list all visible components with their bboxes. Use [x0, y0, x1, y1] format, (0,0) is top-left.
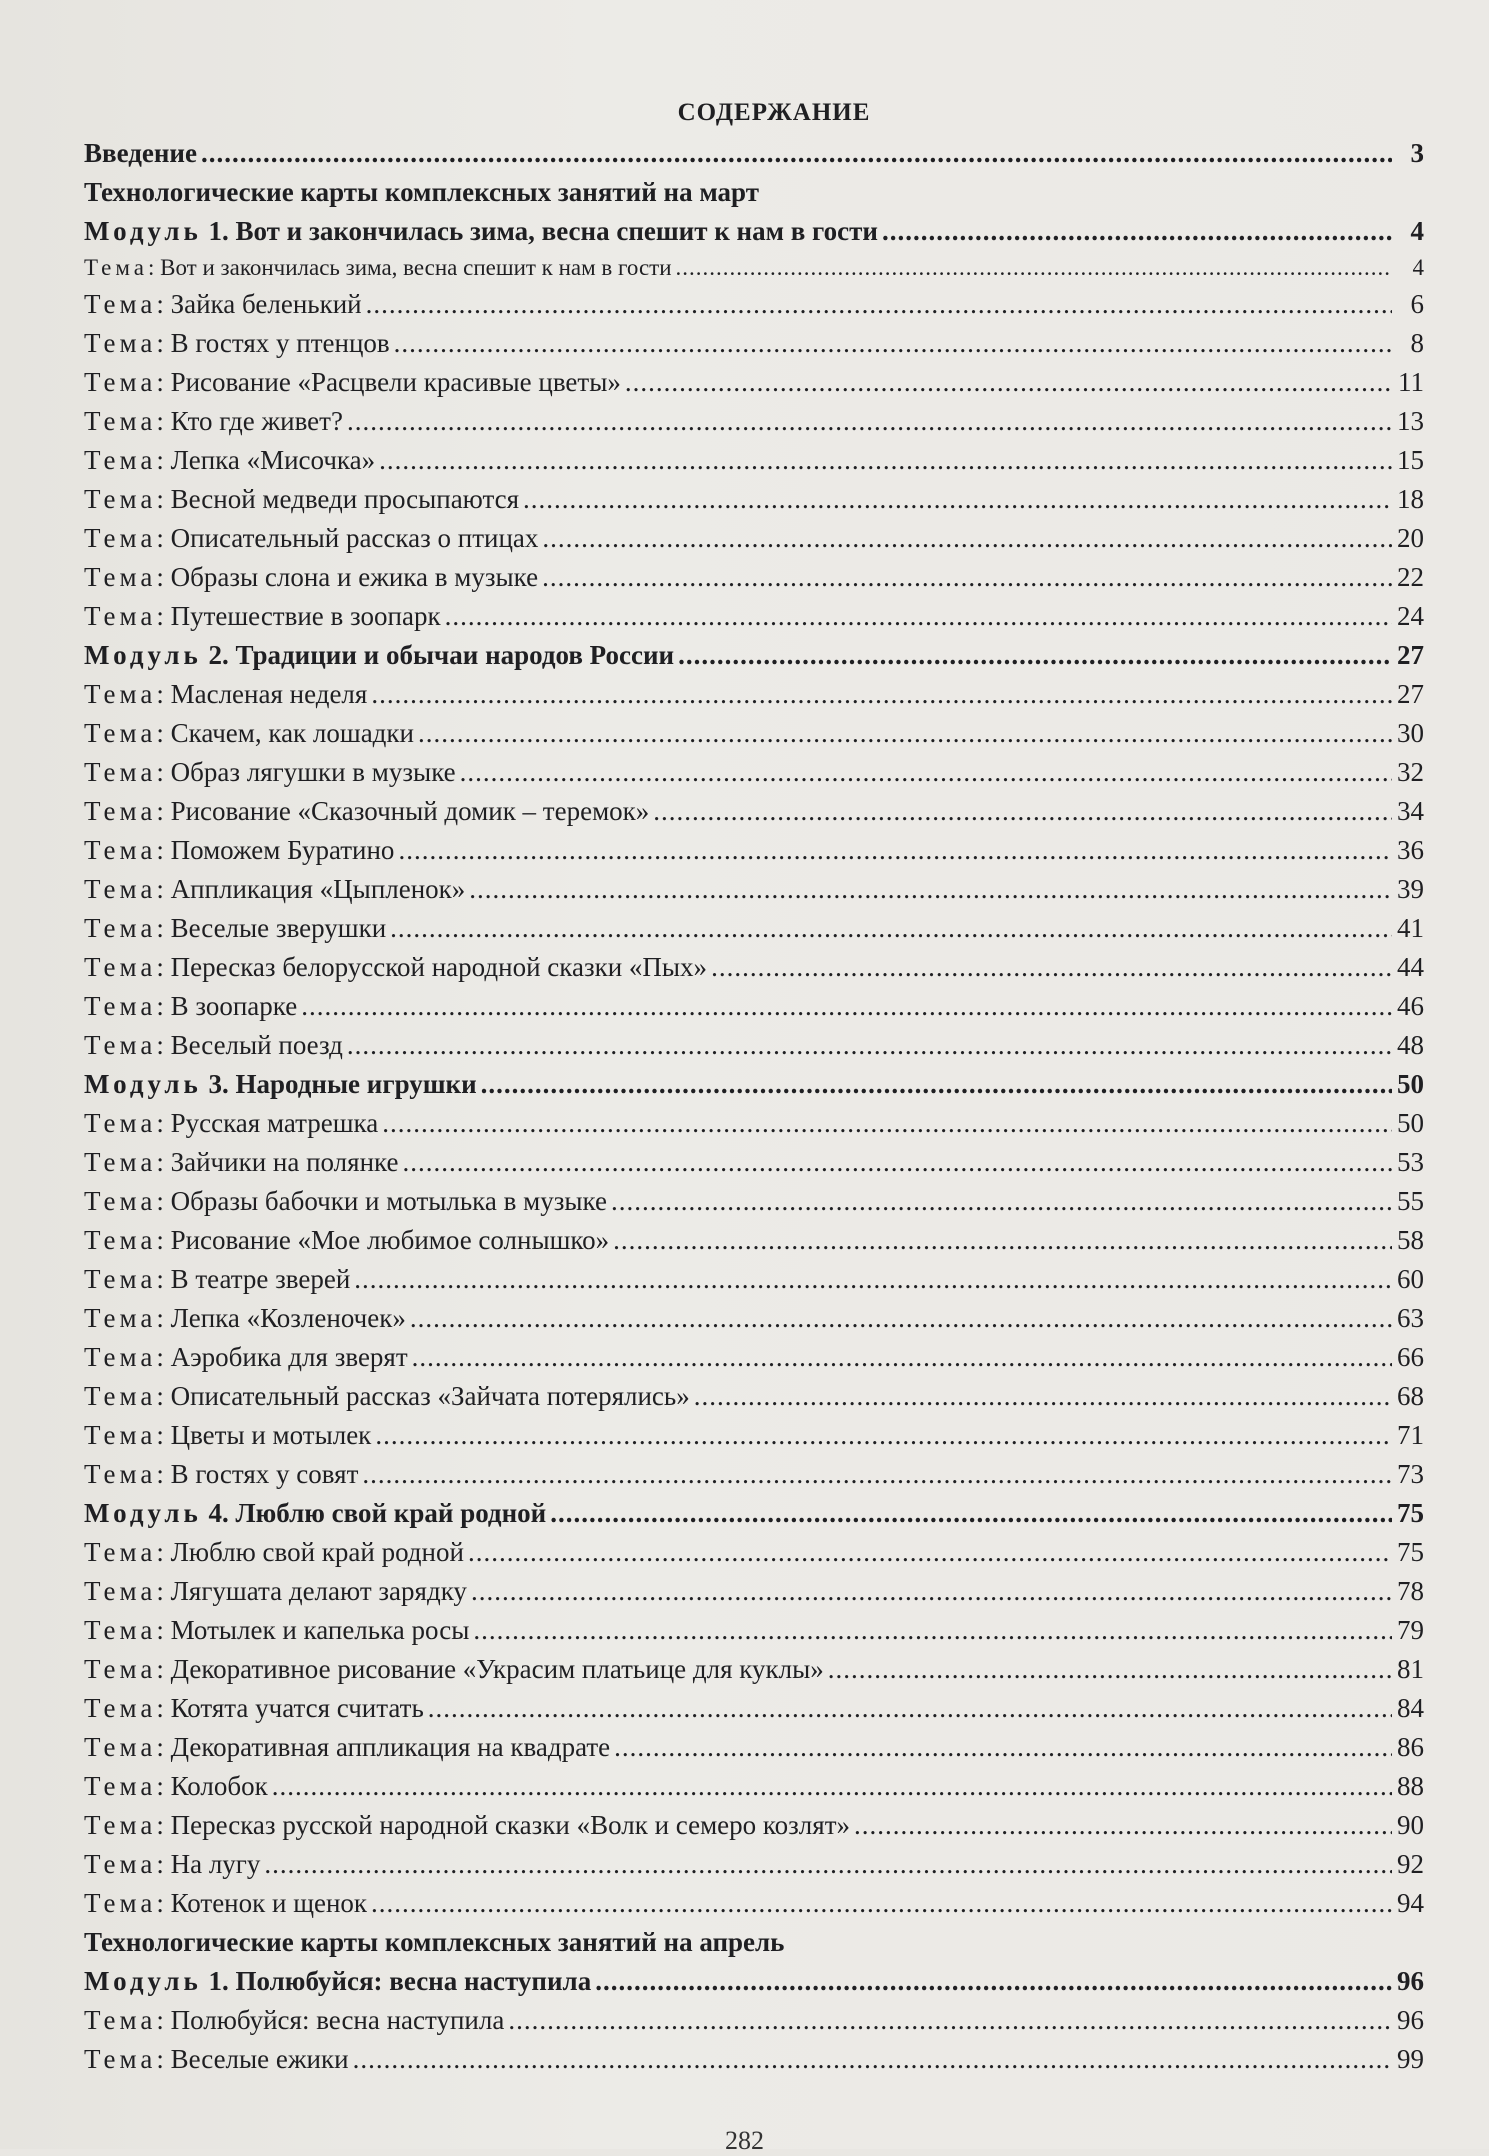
toc-entry-text: : Скачем, как лошадки [156, 718, 414, 748]
toc-page-number: 58 [1397, 1225, 1424, 1255]
toc-entry-prefix: Тема [84, 1576, 157, 1606]
toc-entry-title [84, 1845, 260, 1884]
toc-page-number: 88 [1397, 1771, 1424, 1801]
dot-leader [379, 441, 1392, 480]
toc-entry-title [84, 134, 197, 173]
toc-entry-title [84, 792, 649, 831]
toc-entry-prefix: Модуль [84, 1966, 202, 1996]
toc-entry-prefix: Тема [84, 1264, 157, 1294]
toc-entry-prefix: Тема [84, 1537, 157, 1567]
toc-entry-title [84, 212, 878, 251]
toc-entry-text: : Образы слона и ежика в музыке [156, 562, 539, 592]
toc-entry-prefix: Тема [84, 1810, 157, 1840]
toc-entry[interactable] [84, 1104, 1424, 1143]
toc-page-number: 18 [1397, 484, 1424, 514]
toc-entry-text: : Лепка «Козленочек» [156, 1303, 406, 1333]
toc-entry-title [84, 597, 441, 636]
toc-entry-text: : Лепка «Мисочка» [156, 445, 376, 475]
toc-entry-text: : На лугу [156, 1849, 261, 1879]
toc-entry-title [84, 1026, 343, 1065]
section-heading: Технологические карты комплексных занятий на апрель [84, 1927, 785, 1957]
toc-entry-title [84, 1143, 398, 1182]
toc-page-number: 6 [1410, 289, 1424, 319]
toc-page-number: 66 [1397, 1342, 1424, 1372]
toc-entry-text: : Поможем Буратино [156, 835, 395, 865]
toc-entry-title [84, 870, 465, 909]
toc-entry-prefix: Тема [84, 679, 157, 709]
dot-leader [882, 212, 1392, 251]
dot-leader [353, 2040, 1392, 2079]
dot-leader [362, 1455, 1392, 1494]
toc-entry-text: : В гостях у совят [156, 1459, 359, 1489]
toc-entry-title [84, 675, 367, 714]
dot-leader [550, 1494, 1392, 1533]
toc-entry-text: : Путешествие в зоопарк [156, 601, 441, 631]
toc-page-number: 96 [1397, 2005, 1424, 2035]
dot-leader [595, 1962, 1392, 2001]
toc-entry-title [84, 1416, 371, 1455]
toc-entry[interactable] [84, 2040, 1424, 2079]
toc-module-entry[interactable] [84, 1494, 1424, 1533]
toc-entry-prefix: Модуль [84, 1069, 202, 1099]
dot-leader [412, 1338, 1392, 1377]
toc-entry-prefix: Тема [84, 2044, 157, 2074]
dot-leader [354, 1260, 1392, 1299]
toc-page-number: 50 [1397, 1108, 1424, 1138]
toc-entry-title [84, 363, 621, 402]
toc-entry[interactable] [84, 1338, 1424, 1377]
toc-entry-title [84, 1182, 607, 1221]
toc-entry-prefix: Тема [84, 1732, 157, 1762]
toc-entry-prefix: Тема [84, 718, 157, 748]
dot-leader [418, 714, 1392, 753]
toc-entry-title [84, 948, 707, 987]
dot-leader [469, 870, 1392, 909]
dot-leader [854, 1806, 1392, 1845]
toc-page-number: 75 [1397, 1498, 1424, 1528]
toc-entry-title [84, 324, 390, 363]
toc-entry-prefix: Тема [84, 1771, 157, 1801]
toc-page-number: 36 [1397, 835, 1424, 865]
toc-page-number: 75 [1397, 1537, 1424, 1567]
toc-entry-text: : Декоративная аппликация на квадрате [156, 1732, 611, 1762]
toc-entry[interactable] [84, 1884, 1424, 1923]
toc-entry[interactable] [84, 324, 1424, 363]
toc-entry-title [84, 1884, 367, 1923]
toc-entry[interactable] [84, 870, 1424, 909]
toc-entry-prefix: Модуль [84, 1498, 202, 1528]
toc-entry-text: : Русская матрешка [156, 1108, 379, 1138]
toc-entry-text: : Описательный рассказ о птицах [156, 523, 539, 553]
toc-entry[interactable] [84, 1299, 1424, 1338]
toc-entry-prefix: Модуль [84, 640, 202, 670]
toc-page-number: 32 [1397, 757, 1424, 787]
toc-entry-title [84, 1494, 546, 1533]
toc-entry-title [84, 753, 456, 792]
toc-entry[interactable] [84, 1845, 1424, 1884]
toc-entry[interactable] [84, 1182, 1424, 1221]
toc-page-number: 30 [1397, 718, 1424, 748]
dot-leader [614, 1728, 1392, 1767]
dot-leader [402, 1143, 1392, 1182]
toc-page-number: 96 [1397, 1966, 1424, 1996]
dot-leader [390, 909, 1392, 948]
dot-leader [264, 1845, 1392, 1884]
dot-leader [366, 285, 1392, 324]
toc-entry[interactable] [84, 1221, 1424, 1260]
toc-entry-title [84, 1455, 358, 1494]
toc-entry[interactable] [84, 1416, 1424, 1455]
dot-leader [301, 987, 1392, 1026]
toc-page-number: 46 [1397, 991, 1424, 1021]
toc-entry-prefix: Тема [84, 484, 157, 514]
toc-page-number: 41 [1397, 913, 1424, 943]
toc-module-entry[interactable] [84, 134, 1424, 173]
page-title: СОДЕРЖАНИЕ [677, 99, 871, 126]
toc-entry-title [84, 1260, 350, 1299]
toc-entry-title [84, 1689, 424, 1728]
toc-entry-text: : Люблю свой край родной [156, 1537, 464, 1567]
toc-entry-text: : Описательный рассказ «Зайчата потерялись» [156, 1381, 690, 1411]
toc-entry-prefix: Тема [84, 601, 157, 631]
toc-entry-title [84, 402, 343, 441]
toc-entry-prefix: Тема [84, 874, 157, 904]
toc-entry-text: : Цветы и мотылек [156, 1420, 372, 1450]
toc-entry-text: : Котята учатся считать [156, 1693, 424, 1723]
toc-entry-prefix: Тема [84, 2005, 157, 2035]
toc-page-number: 8 [1410, 328, 1424, 358]
toc-entry-text: Введение [84, 138, 197, 168]
toc-entry-prefix: Тема [84, 289, 157, 319]
toc-entry[interactable] [84, 519, 1424, 558]
toc-entry-text: 4. Люблю свой край родной [201, 1498, 547, 1528]
toc-page-number: 39 [1397, 874, 1424, 904]
toc-entry-text: : Зайчики на полянке [156, 1147, 399, 1177]
toc-entry-prefix: Тема [84, 562, 157, 592]
toc-page-number: 68 [1397, 1381, 1424, 1411]
toc-page-number: 53 [1397, 1147, 1424, 1177]
toc-entry-text: 2. Традиции и обычаи народов России [201, 640, 675, 670]
toc-entry-text: : Полюбуйся: весна наступила [156, 2005, 505, 2035]
toc-page-number: 81 [1397, 1654, 1424, 1684]
toc-module-entry[interactable] [84, 636, 1424, 675]
dot-leader [611, 1182, 1392, 1221]
dot-leader [523, 480, 1392, 519]
toc-entry-title [84, 2040, 349, 2079]
toc-entry-prefix: Тема [84, 1030, 157, 1060]
toc-entry[interactable] [84, 831, 1424, 870]
toc-entry[interactable] [84, 1143, 1424, 1182]
toc-entry-title [84, 2001, 504, 2040]
toc-entry-text: : В театре зверей [156, 1264, 351, 1294]
toc-module-entry[interactable] [84, 1962, 1424, 2001]
toc-entry-prefix: Тема [84, 913, 157, 943]
toc-entry-prefix: Тема [84, 1381, 157, 1411]
toc-entry[interactable] [84, 1767, 1424, 1806]
toc-page-number: 20 [1397, 523, 1424, 553]
toc-entry[interactable] [84, 402, 1424, 441]
toc-entry[interactable] [84, 597, 1424, 636]
toc-entry-text: : Пересказ белорусской народной сказки «Пых» [156, 952, 708, 982]
toc-entry-title [84, 1572, 467, 1611]
toc-entry-title [84, 831, 394, 870]
table-of-contents [84, 92, 1424, 2079]
toc-entry-prefix: Тема [84, 1615, 157, 1645]
toc-entry-prefix: Тема [84, 445, 157, 475]
toc-page-number: 79 [1397, 1615, 1424, 1645]
toc-entry-prefix: Тема [84, 1849, 157, 1879]
toc-entry-prefix: Тема [84, 796, 157, 826]
toc-entry-title [84, 1104, 378, 1143]
page-number: 282 [725, 2126, 764, 2155]
toc-entry-prefix: Тема [84, 1147, 157, 1177]
toc-entry-text: : Колобок [156, 1771, 268, 1801]
toc-entry[interactable] [84, 675, 1424, 714]
toc-entry-prefix: Тема [84, 1654, 157, 1684]
dot-leader [428, 1689, 1392, 1728]
toc-entry-text: : Веселые зверушки [156, 913, 387, 943]
dot-leader [410, 1299, 1392, 1338]
toc-entry-title [84, 1377, 690, 1416]
toc-entry-prefix: Тема [84, 991, 157, 1021]
toc-entry[interactable] [84, 1260, 1424, 1299]
toc-entry-text: : Лягушата делают зарядку [156, 1576, 467, 1606]
toc-entry-prefix: Тема [84, 1186, 157, 1216]
dot-leader [542, 558, 1392, 597]
toc-entry[interactable] [84, 480, 1424, 519]
toc-entry-title [84, 558, 538, 597]
dot-leader [508, 2001, 1392, 2040]
toc-entry-text: : Кто где живет? [156, 406, 343, 436]
dot-leader [371, 675, 1392, 714]
toc-page-number: 63 [1397, 1303, 1424, 1333]
toc-page-number: 13 [1397, 406, 1424, 436]
dot-leader [613, 1221, 1392, 1260]
toc-entry-text: : Декоративное рисование «Украсим платьице для куклы» [156, 1654, 824, 1684]
toc-entry[interactable] [84, 1728, 1424, 1767]
toc-entry-prefix: Тема [84, 1459, 157, 1489]
toc-entry[interactable] [84, 948, 1424, 987]
toc-entry[interactable] [84, 714, 1424, 753]
dot-leader [471, 1572, 1392, 1611]
dot-leader [678, 636, 1392, 675]
dot-leader [460, 753, 1392, 792]
toc-entry-title [84, 1611, 469, 1650]
dot-leader [201, 134, 1392, 173]
dot-leader [445, 597, 1392, 636]
dot-leader [676, 251, 1392, 285]
toc-page-number: 4 [1412, 255, 1424, 280]
toc-entry-prefix: Тема [84, 1342, 157, 1372]
dot-leader [398, 831, 1392, 870]
toc-module-entry[interactable] [84, 1065, 1424, 1104]
toc-entry[interactable] [84, 1806, 1424, 1845]
dot-leader [272, 1767, 1392, 1806]
toc-entry-title [84, 987, 297, 1026]
toc-entry-title [84, 1962, 591, 2001]
toc-entry[interactable] [84, 1689, 1424, 1728]
toc-entry-prefix: Тема [84, 523, 157, 553]
toc-entry[interactable] [84, 792, 1424, 831]
toc-entry[interactable] [84, 1026, 1424, 1065]
toc-entry-title [84, 1338, 408, 1377]
dot-leader [394, 324, 1392, 363]
toc-entry[interactable] [84, 909, 1424, 948]
toc-entry-text: : Весной медведи просыпаются [156, 484, 520, 514]
toc-entry-text: : Аппликация «Цыпленок» [156, 874, 466, 904]
toc-page-number: 34 [1397, 796, 1424, 826]
toc-entry-title [84, 251, 672, 285]
toc-entry[interactable] [84, 753, 1424, 792]
toc-page-number: 55 [1397, 1186, 1424, 1216]
toc-entry-text: 3. Народные игрушки [201, 1069, 477, 1099]
toc-entry[interactable] [84, 363, 1424, 402]
toc-entry[interactable] [84, 1533, 1424, 1572]
toc-page-number: 4 [1410, 216, 1424, 246]
toc-entry[interactable] [84, 441, 1424, 480]
toc-entry-title [84, 441, 375, 480]
toc-entry-text: : Зайка беленький [156, 289, 362, 319]
toc-entry[interactable] [84, 1455, 1424, 1494]
toc-entry-text: 1. Полюбуйся: весна наступила [201, 1966, 592, 1996]
toc-page-number: 27 [1397, 640, 1424, 670]
toc-entry[interactable] [84, 558, 1424, 597]
section-heading: Технологические карты комплексных занятий на март [84, 177, 759, 207]
toc-page-number: 71 [1397, 1420, 1424, 1450]
toc-entry-title [84, 1767, 268, 1806]
toc-entry-prefix: Тема [84, 1888, 157, 1918]
toc-entry-prefix: Тема [84, 328, 157, 358]
toc-entry-text: : Масленая неделя [156, 679, 368, 709]
toc-entry-text: : Образ лягушки в музыке [156, 757, 456, 787]
toc-entry-prefix: Тема [84, 1225, 157, 1255]
dot-leader [828, 1650, 1392, 1689]
toc-entry[interactable] [84, 987, 1424, 1026]
toc-entry-prefix: Тема [84, 757, 157, 787]
toc-entry-title [84, 480, 519, 519]
toc-page-number: 22 [1397, 562, 1424, 592]
dot-leader [653, 792, 1392, 831]
toc-entry-text: : Аэробика для зверят [156, 1342, 408, 1372]
dot-leader [375, 1416, 1392, 1455]
toc-entry-prefix: Тема [84, 1108, 157, 1138]
toc-page-number: 11 [1398, 367, 1424, 397]
toc-entry-title [84, 1806, 850, 1845]
toc-page-number: 84 [1397, 1693, 1424, 1723]
toc-entry-text: : В зоопарке [156, 991, 298, 1021]
toc-entry-title [84, 1065, 477, 1104]
dot-leader [468, 1533, 1392, 1572]
dot-leader [542, 519, 1392, 558]
toc-entry-text: : Веселые ежики [156, 2044, 349, 2074]
toc-entry-title [84, 714, 414, 753]
toc-entry-title [84, 285, 362, 324]
toc-page-number: 90 [1397, 1810, 1424, 1840]
toc-entry-text: : Мотылек и капелька росы [156, 1615, 470, 1645]
toc-entry-text: : Котенок и щенок [156, 1888, 368, 1918]
toc-entry-title [84, 1299, 406, 1338]
dot-leader [382, 1104, 1392, 1143]
toc-page-number: 78 [1397, 1576, 1424, 1606]
toc-entry-text: : Рисование «Мое любимое солнышко» [156, 1225, 610, 1255]
toc-page-number: 50 [1397, 1069, 1424, 1099]
toc-entry-prefix: Тема [84, 367, 157, 397]
toc-entry-title [84, 909, 386, 948]
toc-entry-text: : Веселый поезд [156, 1030, 343, 1060]
toc-page-number: 94 [1397, 1888, 1424, 1918]
toc-entry[interactable] [84, 1377, 1424, 1416]
toc-entry[interactable] [84, 1572, 1424, 1611]
toc-entry[interactable] [84, 1650, 1424, 1689]
toc-page-number: 3 [1410, 138, 1424, 168]
toc-entry[interactable] [84, 2001, 1424, 2040]
toc-page-number: 24 [1397, 601, 1424, 631]
toc-entry[interactable] [84, 1611, 1424, 1650]
toc-page-number: 27 [1397, 679, 1424, 709]
toc-page-number: 92 [1397, 1849, 1424, 1879]
toc-entry-title [84, 519, 538, 558]
toc-entry-prefix: Тема [84, 1303, 157, 1333]
toc-entry[interactable] [84, 285, 1424, 324]
dot-leader [711, 948, 1392, 987]
toc-list [84, 134, 1424, 2079]
toc-entry[interactable] [84, 251, 1424, 285]
toc-entry-text: : Пересказ русской народной сказки «Волк и семеро козлят» [156, 1810, 850, 1840]
toc-entry-text: : Рисование «Сказочный домик – теремок» [156, 796, 650, 826]
dot-leader [481, 1065, 1392, 1104]
toc-entry-prefix: Тема [84, 1420, 157, 1450]
toc-page-number: 73 [1397, 1459, 1424, 1489]
dot-leader [347, 402, 1392, 441]
toc-entry-prefix: Тема [84, 835, 157, 865]
dot-leader [694, 1377, 1392, 1416]
toc-entry-title [84, 636, 674, 675]
toc-entry-text: : В гостях у птенцов [156, 328, 390, 358]
toc-entry-text: : Образы бабочки и мотылька в музыке [156, 1186, 607, 1216]
toc-entry-prefix: Модуль [84, 216, 202, 246]
toc-page-number: 86 [1397, 1732, 1424, 1762]
toc-entry-prefix: Тема [84, 952, 157, 982]
toc-entry-title [84, 1650, 824, 1689]
toc-module-entry[interactable] [84, 212, 1424, 251]
toc-page-number: 15 [1397, 445, 1424, 475]
toc-entry-text: : Рисование «Расцвели красивые цветы» [156, 367, 621, 397]
dot-leader [371, 1884, 1392, 1923]
toc-entry-prefix: Тема [84, 406, 157, 436]
toc-entry-prefix: Тема [84, 255, 148, 280]
toc-entry-text: 1. Вот и закончилась зима, весна спешит к нам в гости [201, 216, 878, 246]
toc-entry-text: : Вот и закончилась зима, весна спешит к нам в гости [148, 255, 672, 280]
toc-entry-title [84, 1728, 610, 1767]
toc-page-number: 60 [1397, 1264, 1424, 1294]
toc-page-number: 44 [1397, 952, 1424, 982]
toc-page-number: 99 [1397, 2044, 1424, 2074]
dot-leader [625, 363, 1392, 402]
dot-leader [473, 1611, 1392, 1650]
toc-entry-prefix: Тема [84, 1693, 157, 1723]
dot-leader [347, 1026, 1392, 1065]
toc-page-number: 48 [1397, 1030, 1424, 1060]
toc-entry-title [84, 1533, 464, 1572]
toc-entry-title [84, 1221, 609, 1260]
